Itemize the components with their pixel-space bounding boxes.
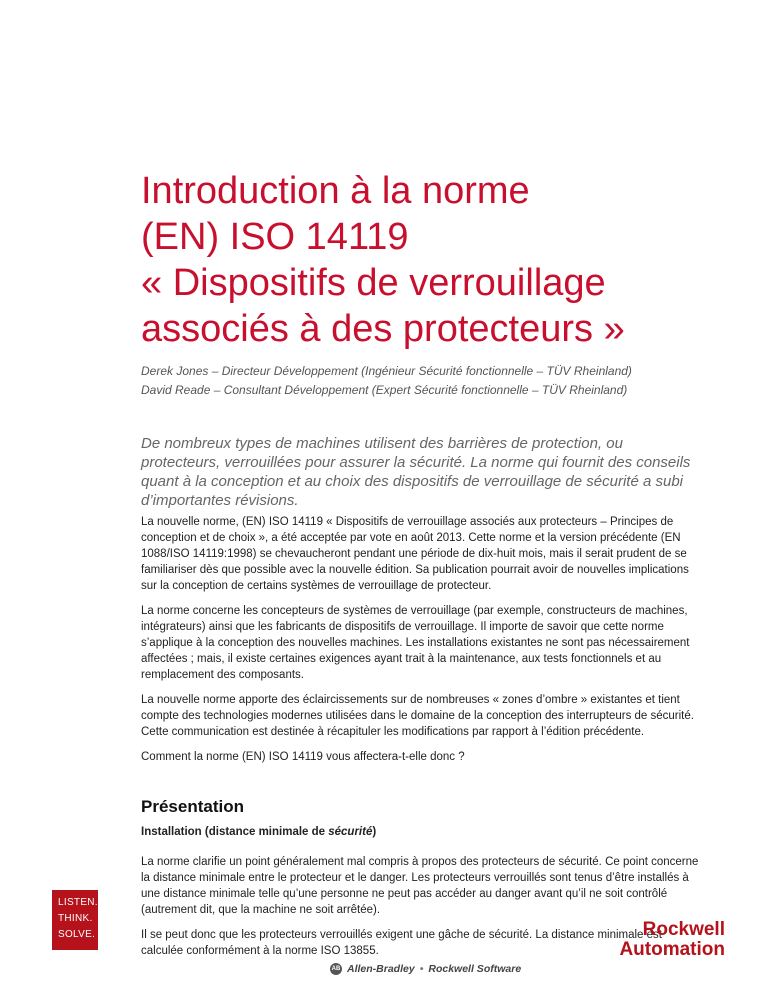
subheading-end: )	[372, 826, 377, 838]
section-paragraph-2: Il se peut donc que les protecteurs verrouillés exigent une gâche de sécurité. La distance minimale est calculée conformément à la norme ISO 13855.	[141, 929, 662, 957]
subheading-italic: sécurité	[328, 826, 373, 838]
tagline-3: SOLVE.	[58, 929, 96, 940]
rockwell-automation-logo	[585, 920, 725, 960]
lead-paragraph: De nombreux types de machines utilisent des barrières de protection, ou protecteurs, verrouillées pour assurer la sécurité. La norme qui fournit des conseils quant à la conception et au choix des dispositifs de verrouillage de sécurité a subi d’importantes révisions.	[141, 435, 691, 509]
section-heading: Présentation	[141, 797, 244, 816]
paragraph-2: La norme concerne les concepteurs de systèmes de verrouillage (par exemple, constructeurs de machines, intégrateurs) ainsi que les fabricants de dispositifs de verrouillage. Il importe de savoir que cette norme s’applique à la conception des nouvelles machines. Les installations existantes ne sont pas nécessairement affectées ; mais, il existe certaines exigences ayant trait à la maintenance, aux tests fonctionnels et au remplacement des composants.	[141, 605, 690, 681]
section-paragraph-1: La norme clarifie un point généralement mal compris à propos des protecteurs de sécurité. Ce point concerne la distance minimale entre le protecteur et le danger. Les protecteurs verrouillés sont tenus d’être installés à une distance minimale telle qu’une personne ne peut pas accéder au danger avant qu’il ne soit contrôlé (autrement dit, que la machine ne soit arrêtée).	[141, 856, 699, 916]
title-line-1: Introduction à la norme	[141, 170, 530, 212]
author-1: Derek Jones – Directeur Développement (Ingénieur Sécurité fonctionnelle – TÜV Rheinland)	[141, 364, 632, 378]
tagline-1: LISTEN.	[58, 897, 98, 908]
document-title	[141, 168, 701, 352]
allen-bradley-badge-icon: AB	[330, 963, 342, 975]
listen-think-solve-logo	[52, 890, 98, 950]
paragraph-3: La nouvelle norme apporte des éclaircissements sur de nombreuses « zones d’ombre » existantes et tient compte des technologies modernes utilisées dans le domaine de la conception des interrupteurs de sécurité. Cette communication est destinée à récapituler les modifications par rapport à l’édition précédente.	[141, 694, 694, 738]
author-2: David Reade – Consultant Développement (Expert Sécurité fonctionnelle – TÜV Rheinland)	[141, 383, 628, 397]
logo-line-2: Automation	[619, 939, 725, 960]
brand-rockwell-software: Rockwell Software	[428, 963, 522, 975]
paragraph-4: Comment la norme (EN) ISO 14119 vous affectera-t-elle donc ?	[141, 751, 465, 763]
tagline-2: THINK.	[58, 913, 93, 924]
paragraph-1: La nouvelle norme, (EN) ISO 14119 « Dispositifs de verrouillage associés aux protecteurs – Principes de conception et de choix », a été acceptée par vote en août 2013. Cette norme et la version précédente (EN 1088/ISO 14119:1998) se chevaucheront pendant une période de dix-huit mois, mais il serait prudent de se familiariser dès que possible avec la nouvelle édition. Sa publication pourrait avoir de nouvelles implications sur la conception de certains systèmes de verrouillage de protecteur.	[141, 516, 689, 592]
brand-allen-bradley: Allen-Bradley	[347, 963, 415, 975]
subheading-text: Installation (distance minimale de	[141, 826, 329, 838]
authors	[141, 362, 741, 400]
intro-body	[141, 514, 701, 774]
logo-line-1: Rockwell	[642, 919, 725, 940]
brand-separator: •	[419, 963, 424, 975]
title-line-4: associés à des protecteurs »	[141, 308, 625, 350]
brand-strip	[330, 963, 570, 975]
title-line-2: (EN) ISO 14119	[141, 216, 409, 258]
section-subheading	[141, 824, 701, 840]
title-line-3: « Dispositifs de verrouillage	[141, 262, 606, 304]
